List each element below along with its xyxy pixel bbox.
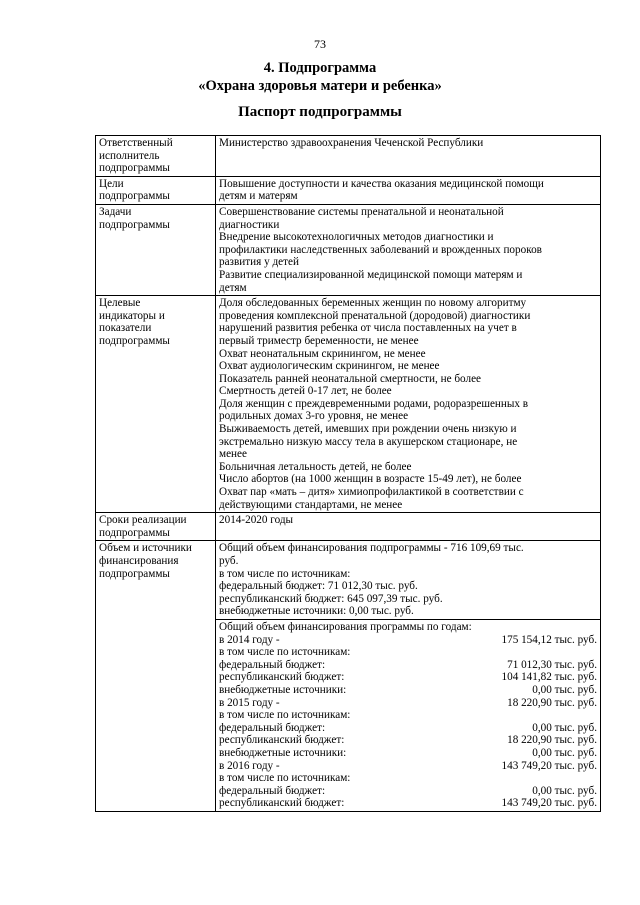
cell-line: Число абортов (на 1000 женщин в возрасте 15-49 лет), не более <box>219 473 522 486</box>
cell-line: нарушений развития ребенка от числа поставленных на учет в <box>219 322 517 335</box>
funding-row-label: федеральный бюджет: <box>219 721 326 734</box>
value-indicators <box>216 296 601 513</box>
cell-line: Повышение доступности и качества оказания медицинской помощи <box>219 177 544 190</box>
cell-line: Ответственный <box>99 137 173 149</box>
cell-line: подпрограммы <box>99 190 170 203</box>
label-indicators <box>96 296 216 513</box>
funding-row-label: республиканский бюджет: <box>219 734 345 747</box>
cell-line: Выживаемость детей, имевших при рождении очень низкую и <box>219 423 517 436</box>
funding-row-amount: 18 220,90 тыс. руб. <box>507 696 597 709</box>
cell-line: менее <box>219 448 247 461</box>
subprogram-number-title: 4. Подпрограмма <box>263 60 377 76</box>
funding-row-label: республиканский бюджет: <box>219 671 345 684</box>
funding-row-label: в 2016 году - <box>219 759 280 772</box>
funding-row-label: федеральный бюджет: <box>219 658 326 671</box>
cell-line: экстремально низкую массу тела в акушерском стационаре, не <box>219 435 518 448</box>
cell-line: исполнитель <box>99 149 160 162</box>
value-funding-by-year <box>216 619 601 811</box>
cell-line: Сроки реализации <box>99 514 187 527</box>
cell-line: республиканский бюджет: 645 097,39 тыс. руб. <box>219 592 443 605</box>
funding-row-amount: 143 749,20 тыс. руб. <box>501 797 597 810</box>
cell-line: в том числе по источникам: <box>219 567 351 580</box>
funding-year-row <box>219 785 597 798</box>
funding-row-amount: 0,00 тыс. руб. <box>532 746 597 759</box>
funding-row-amount: 0,00 тыс. руб. <box>532 784 597 797</box>
cell-line: Задачи <box>99 205 132 218</box>
cell-line: Больничная летальность детей, не более <box>219 460 412 473</box>
subprogram-name-title: «Охрана здоровья матери и ребенка» <box>198 78 442 94</box>
cell-line: Объем и источники <box>99 542 192 555</box>
cell-line: Доля обследованных беременных женщин по новому алгоритму <box>219 297 527 310</box>
funding-year-row <box>219 797 597 810</box>
funding-row-label: в 2014 году - <box>219 633 280 646</box>
cell-line: родильных домах 3-го уровня, не менее <box>219 410 409 423</box>
cell-line: подпрограммы <box>99 218 170 231</box>
funding-year-row <box>219 734 597 747</box>
row-tasks <box>96 204 601 295</box>
funding-row-amount: 175 154,12 тыс. руб. <box>501 633 597 646</box>
row-responsible <box>96 136 601 177</box>
cell-line: Показатель ранней неонатальной смертности, не более <box>219 372 482 385</box>
funding-year-row <box>219 634 597 647</box>
cell-line: финансирования <box>99 555 179 567</box>
cell-line: Цели <box>99 177 124 190</box>
value-tasks <box>216 204 601 295</box>
funding-row-label: в том числе по источникам: <box>219 646 351 659</box>
funding-row-label: республиканский бюджет: <box>219 797 345 810</box>
cell-line: первый триместр беременности, не менее <box>219 334 419 347</box>
cell-line: федеральный бюджет: 71 012,30 тыс. руб. <box>219 580 418 593</box>
funding-row-amount: 71 012,30 тыс. руб. <box>507 658 597 671</box>
cell-line: 2014-2020 годы <box>219 514 294 527</box>
cell-line: Министерство здравоохранения Чеченской Республики <box>219 137 484 149</box>
value-goals <box>216 176 601 204</box>
funding-year-row <box>219 747 597 760</box>
cell-line: Совершенствование системы пренатальной и неонатальной <box>219 205 504 218</box>
cell-line: действующими стандартами, не менее <box>219 498 403 511</box>
cell-line: Охват аудиологическим скринингом, не менее <box>219 360 440 373</box>
label-tasks <box>96 204 216 295</box>
value-timeline <box>216 513 601 541</box>
funding-year-row <box>219 684 597 697</box>
cell-line: Внедрение высокотехнологичных методов диагностики и <box>219 231 494 244</box>
funding-row-label: внебюджетные источники: <box>219 746 347 759</box>
row-funding-summary <box>96 541 601 620</box>
page-number: 73 <box>314 37 326 51</box>
cell-line: внебюджетные источники: 0,00 тыс. руб. <box>219 605 414 618</box>
funding-row-label: федеральный бюджет: <box>219 784 326 797</box>
value-funding-summary <box>216 541 601 620</box>
row-goals <box>96 176 601 204</box>
label-funding <box>96 541 216 811</box>
funding-year-row <box>219 709 597 722</box>
cell-line: подпрограммы <box>99 162 170 175</box>
cell-line: руб. <box>219 555 239 567</box>
cell-line: детям <box>219 281 247 294</box>
label-timeline <box>96 513 216 541</box>
cell-line: подпрограммы <box>99 334 170 347</box>
funding-row-amount: 18 220,90 тыс. руб. <box>507 734 597 747</box>
passport-title: Паспорт подпрограммы <box>238 104 402 120</box>
cell-line: детям и матерям <box>219 190 298 203</box>
funding-row-amount: 0,00 тыс. руб. <box>532 683 597 696</box>
funding-row-label: внебюджетные источники: <box>219 683 347 696</box>
funding-row-amount: 143 749,20 тыс. руб. <box>501 759 597 772</box>
cell-line: диагностики <box>219 218 280 231</box>
row-timeline <box>96 513 601 541</box>
value-responsible <box>216 136 601 177</box>
funding-year-row <box>219 646 597 659</box>
funding-year-row <box>219 697 597 710</box>
funding-row-amount: 0,00 тыс. руб. <box>532 721 597 734</box>
funding-row-label: в 2015 году - <box>219 696 280 709</box>
cell-line: Общий объем финансирования подпрограммы - 716 109,69 тыс. <box>219 542 524 555</box>
cell-line: профилактики наследственных заболеваний и врожденных пороков <box>219 243 542 256</box>
cell-line: подпрограммы <box>99 567 170 580</box>
funding-year-row <box>219 722 597 735</box>
row-indicators <box>96 296 601 513</box>
funding-by-year-list <box>219 634 597 810</box>
funding-by-year-title: Общий объем финансирования программы по годам: <box>219 620 472 633</box>
cell-line: Охват неонатальным скринингом, не менее <box>219 347 426 360</box>
cell-line: Развитие специализированной медицинской помощи матерям и <box>219 268 523 281</box>
label-goals <box>96 176 216 204</box>
funding-year-row <box>219 772 597 785</box>
funding-year-row <box>219 659 597 672</box>
funding-year-row <box>219 671 597 684</box>
cell-line: индикаторы и <box>99 309 165 322</box>
cell-line: Целевые <box>99 297 141 310</box>
cell-line: показатели <box>99 322 152 335</box>
cell-line: подпрограммы <box>99 526 170 539</box>
funding-row-label: в том числе по источникам: <box>219 772 351 785</box>
funding-year-row <box>219 760 597 773</box>
funding-row-label: в том числе по источникам: <box>219 709 351 722</box>
cell-line: Смертность детей 0-17 лет, не более <box>219 385 392 398</box>
cell-line: развития у детей <box>219 256 299 269</box>
cell-line: Доля женщин с преждевременными родами, родоразрешенных в <box>219 397 529 410</box>
funding-row-amount: 104 141,82 тыс. руб. <box>501 671 597 684</box>
cell-line: Охват пар «мать – дитя» химиопрофилактикой в соответствии с <box>219 486 524 499</box>
cell-line: проведения комплексной пренатальной (дородовой) диагностики <box>219 309 531 322</box>
passport-table <box>95 135 601 812</box>
label-responsible <box>96 136 216 177</box>
